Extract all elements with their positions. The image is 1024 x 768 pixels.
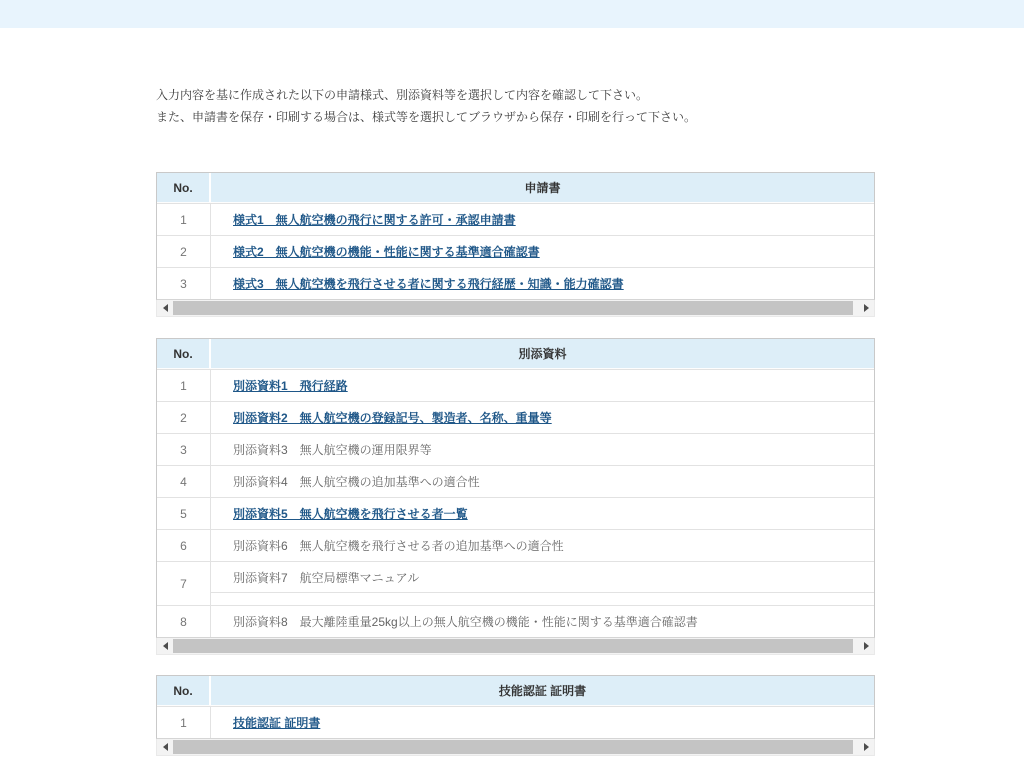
table-row [157,497,874,529]
table-row [157,706,874,738]
row-number: 2 [157,236,211,267]
scrollbar-thumb[interactable] [173,740,853,754]
table-row [157,203,874,235]
horizontal-scrollbar[interactable] [156,739,875,756]
table-row [157,267,874,299]
left-arrow-icon [163,743,168,751]
table-header-title: 申請書 [211,173,874,202]
row-number: 6 [157,530,211,561]
table-row [157,369,874,401]
attachments-table [156,338,875,655]
scroll-right-button[interactable] [858,739,874,755]
row-number: 1 [157,370,211,401]
document-link[interactable]: 別添資料2 無人航空機の登録記号、製造者、名称、重量等 [233,411,552,425]
row-number: 7 [157,562,211,605]
table-header-title: 別添資料 [211,339,874,368]
table-row [157,465,874,497]
scrollbar-track[interactable] [173,300,858,316]
table-row [157,235,874,267]
instructions [156,84,875,128]
application-forms-table [156,172,875,317]
instruction-line-1: 入力内容を基に作成された以下の申請様式、別添資料等を選択して内容を確認して下さい。 [156,88,649,102]
table-header-no: No. [157,173,211,202]
document-link[interactable]: 様式2 無人航空機の機能・性能に関する基準適合確認書 [233,245,540,259]
table-row [157,433,874,465]
table-header-no: No. [157,339,211,368]
row-number: 3 [157,268,211,299]
document-label: 別添資料4 無人航空機の追加基準への適合性 [233,475,480,489]
skill-certification-table [156,675,875,756]
document-label: 別添資料7 航空局標準マニュアル [233,570,420,585]
scroll-left-button[interactable] [157,638,173,654]
right-arrow-icon [864,743,869,751]
scroll-right-button[interactable] [858,638,874,654]
table-header-row [157,339,874,369]
scrollbar-track[interactable] [173,638,858,654]
table-row [157,401,874,433]
document-label: 別添資料6 無人航空機を飛行させる者の追加基準への適合性 [233,539,564,553]
document-link[interactable]: 様式1 無人航空機の飛行に関する許可・承認申請書 [233,213,516,227]
scrollbar-thumb[interactable] [173,301,853,315]
table-row [157,529,874,561]
table-header-title: 技能認証 証明書 [211,676,874,705]
table-header-no: No. [157,676,211,705]
table-header-row [157,676,874,706]
document-label: 別添資料8 最大離陸重量25kg以上の無人航空機の機能・性能に関する基準適合確認書 [233,615,698,629]
horizontal-scrollbar[interactable] [156,300,875,317]
scrollbar-track[interactable] [173,739,858,755]
left-arrow-icon [163,304,168,312]
row-number: 5 [157,498,211,529]
row-number: 8 [157,606,211,637]
horizontal-scrollbar[interactable] [156,638,875,655]
row-number: 3 [157,434,211,465]
document-link[interactable]: 別添資料5 無人航空機を飛行させる者一覧 [233,507,468,521]
row-number: 1 [157,707,211,738]
document-link[interactable]: 技能認証 証明書 [233,716,321,730]
document-link[interactable]: 様式3 無人航空機を飛行させる者に関する飛行経歴・知識・能力確認書 [233,277,624,291]
right-arrow-icon [864,642,869,650]
scroll-left-button[interactable] [157,300,173,316]
page-content [156,84,875,756]
scroll-right-button[interactable] [858,300,874,316]
top-banner [0,0,1024,28]
scroll-left-button[interactable] [157,739,173,755]
instruction-line-2: また、申請書を保存・印刷する場合は、様式等を選択してブラウザから保存・印刷を行って下さい。 [156,110,697,124]
table-header-row [157,173,874,203]
right-arrow-icon [864,304,869,312]
document-label: 別添資料3 無人航空機の運用限界等 [233,443,432,457]
row-number: 2 [157,402,211,433]
scrollbar-thumb[interactable] [173,639,853,653]
row-number: 4 [157,466,211,497]
left-arrow-icon [163,642,168,650]
empty-subrow [211,593,874,605]
table-row [157,561,874,605]
row-number: 1 [157,204,211,235]
document-link[interactable]: 別添資料1 飛行経路 [233,379,348,393]
table-row [157,605,874,637]
